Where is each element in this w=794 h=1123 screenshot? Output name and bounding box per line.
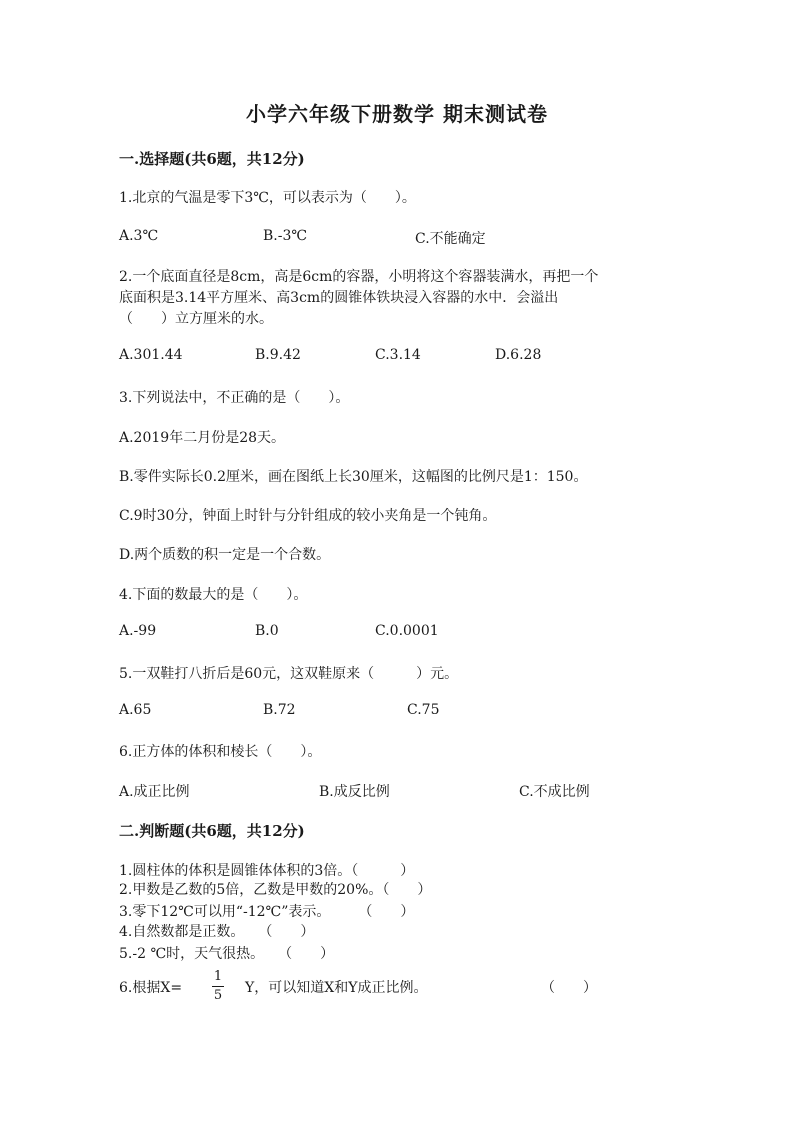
question-4-option-a: A.-99 — [119, 623, 157, 639]
section-heading-judge: 二.判断题(共6题，共12分) — [119, 822, 305, 840]
judge-item-6-prefix: 6.根据X= — [119, 980, 183, 996]
page-title: 小学六年级下册数学 期末测试卷 — [246, 102, 548, 126]
question-3-option-c: C.9时30分，钟面上时针与分针组成的较小夹角是一个钝角。 — [119, 508, 497, 524]
question-6-stem: 6.正方体的体积和棱长（ ）。 — [119, 744, 322, 760]
question-2-stem-line-3: （ ）立方厘米的水。 — [119, 311, 273, 327]
question-6-option-c: C.不成比例 — [519, 784, 590, 800]
fraction-numerator: 1 — [213, 969, 223, 984]
question-4-option-b: B.0 — [255, 623, 279, 639]
question-2-option-b: B.9.42 — [255, 347, 301, 363]
judge-item-1: 1.圆柱体的体积是圆锥体体积的3倍。（ ） — [119, 863, 415, 879]
question-2-stem-line-1: 2.一个底面直径是8cm，高是6cm的容器，小明将这个容器装满水，再把一个 — [119, 269, 599, 285]
judge-item-2: 2.甲数是乙数的5倍，乙数是甲数的20%。（ ） — [119, 882, 432, 898]
question-5-option-c: C.75 — [407, 702, 440, 718]
question-5-option-b: B.72 — [263, 702, 296, 718]
question-3-option-a: A.2019年二月份是28天。 — [119, 430, 286, 446]
question-5-option-a: A.65 — [119, 702, 152, 718]
question-5-stem: 5.一双鞋打八折后是60元，这双鞋原来（ ）元。 — [119, 666, 459, 682]
judge-item-4: 4.自然数都是正数。 （ ） — [119, 924, 315, 940]
question-6-option-a: A.成正比例 — [119, 784, 190, 800]
question-2-option-c: C.3.14 — [375, 347, 421, 363]
judge-item-5: 5.-2 ℃时，天气很热。 （ ） — [119, 946, 335, 962]
question-6-option-b: B.成反比例 — [319, 784, 390, 800]
question-3-option-d: D.两个质数的积一定是一个合数。 — [119, 547, 331, 563]
section-heading-choice: 一.选择题(共6题，共12分) — [119, 150, 305, 168]
question-2-stem-line-2: 底面积是3.14平方厘米、高3cm的圆锥体铁块浸入容器的水中．会溢出 — [119, 290, 559, 306]
fraction-one-fifth — [211, 968, 225, 1005]
judge-item-6-suffix: Y，可以知道X和Y成正比例。 — [245, 980, 428, 996]
judge-item-6-blank: （ ） — [541, 980, 597, 996]
question-4-stem: 4.下面的数最大的是（ ）。 — [119, 587, 308, 603]
question-1-stem: 1.北京的气温是零下3℃，可以表示为（ ）。 — [119, 190, 416, 206]
fraction-denominator: 5 — [213, 988, 223, 1003]
question-1-option-a: A.3℃ — [119, 228, 159, 244]
question-2-option-d: D.6.28 — [495, 347, 542, 363]
question-2-option-a: A.301.44 — [119, 347, 183, 363]
question-3-stem: 3.下列说法中，不正确的是（ ）。 — [119, 390, 350, 406]
question-3-option-b: B.零件实际长0.2厘米，画在图纸上长30厘米，这幅图的比例尺是1：150。 — [119, 469, 588, 485]
judge-item-3: 3.零下12℃可以用“-12℃”表示。 （ ） — [119, 904, 415, 920]
question-4-option-c: C.0.0001 — [375, 623, 439, 639]
question-1-option-b: B.-3℃ — [263, 228, 308, 244]
question-1-option-c: C.不能确定 — [415, 231, 486, 247]
